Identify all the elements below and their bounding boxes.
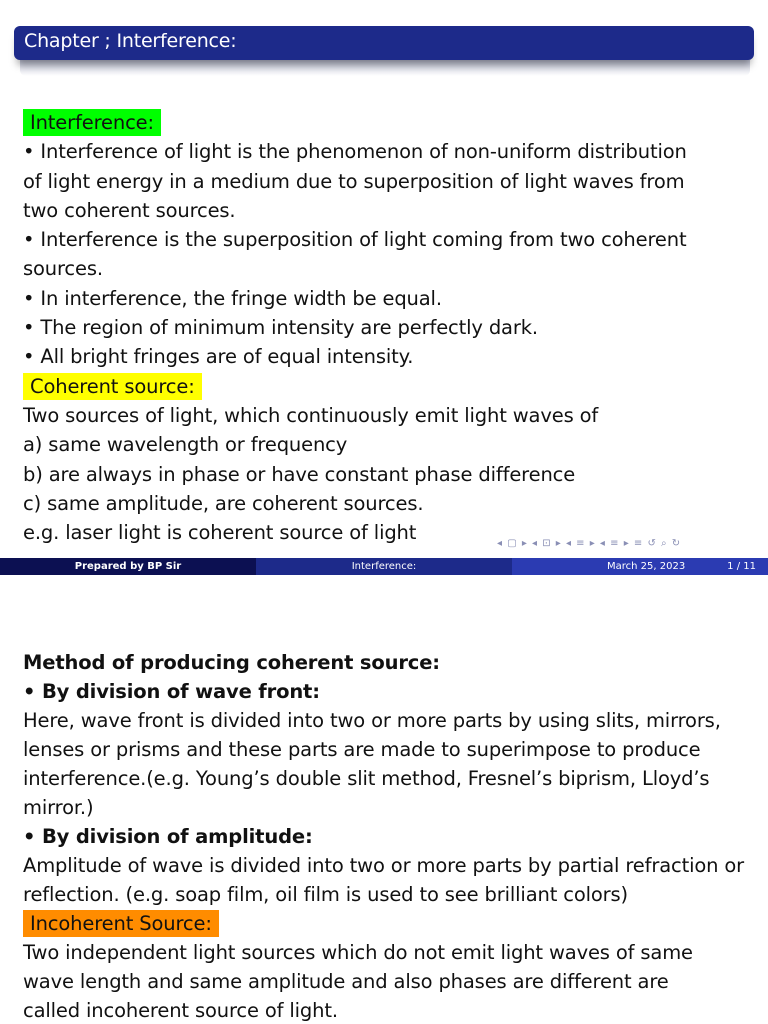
heading-incoherent-source: Incoherent Source:: [23, 910, 219, 937]
heading-coherent-source: Coherent source:: [23, 373, 202, 400]
text-line: b) are always in phase or have constant phase difference: [23, 462, 576, 486]
text-line: wave length and same amplitude and also phases are different are: [23, 970, 669, 993]
text-line: • All bright fringes are of equal intensity.: [23, 345, 414, 369]
footer-topic: Interference:: [256, 558, 512, 575]
text-line: Amplitude of wave is divided into two or more parts by partial refraction or: [23, 854, 745, 877]
frame-title: Chapter ; Interference:: [24, 30, 237, 52]
beamer-navigation-icons[interactable]: ◂ ▢ ▸ ◂ ⊡ ▸ ◂ ≡ ▸ ◂ ≡ ▸ ≡ ↺ ⌕ ↻: [497, 538, 682, 549]
text-line: Two independent light sources which do not emit light waves of same: [23, 941, 693, 964]
footer-date: March 25, 2023: [607, 561, 686, 572]
slide-footer: [0, 558, 768, 575]
slide-1-content: [23, 108, 753, 547]
text-line: called incoherent source of light.: [23, 999, 338, 1022]
footer-author: Prepared by BP Sir: [0, 558, 256, 575]
bullet-amplitude: • By division of amplitude:: [23, 825, 313, 848]
footer-page-number: 1 / 11: [727, 561, 756, 572]
footer-right: [512, 558, 768, 575]
text-line: Two sources of light, which continuously emit light waves of: [23, 403, 599, 427]
text-line: e.g. laser light is coherent source of light: [23, 521, 417, 545]
title-shadow: [20, 60, 750, 76]
slide-2-content: [23, 648, 753, 1024]
text-line: • Interference is the superposition of light coming from two coherent: [23, 228, 687, 252]
text-line: c) same amplitude, are coherent sources.: [23, 491, 424, 515]
heading-interference: Interference:: [23, 109, 161, 136]
heading-method: Method of producing coherent source:: [23, 651, 440, 674]
text-line: • Interference of light is the phenomenon of non-uniform distribution: [23, 140, 687, 164]
text-line: a) same wavelength or frequency: [23, 433, 348, 457]
bullet-wavefront: • By division of wave front:: [23, 680, 320, 703]
text-line: lenses or prisms and these parts are made to superimpose to produce: [23, 738, 701, 761]
text-line: interference.(e.g. Young’s double slit method, Fresnel’s biprism, Lloyd’s: [23, 767, 710, 790]
text-line: Here, wave front is divided into two or more parts by using slits, mirrors,: [23, 709, 721, 732]
text-line: sources.: [23, 257, 103, 281]
slide-2: [0, 576, 768, 1024]
text-line: of light energy in a medium due to superposition of light waves from: [23, 169, 685, 193]
text-line: two coherent sources.: [23, 198, 236, 222]
text-line: reflection. (e.g. soap film, oil film is used to see brilliant colors): [23, 883, 628, 906]
frame-title-bar: [14, 26, 754, 60]
text-line: • The region of minimum intensity are perfectly dark.: [23, 316, 538, 340]
text-line: mirror.): [23, 796, 94, 819]
text-line: • In interference, the fringe width be equal.: [23, 286, 442, 310]
